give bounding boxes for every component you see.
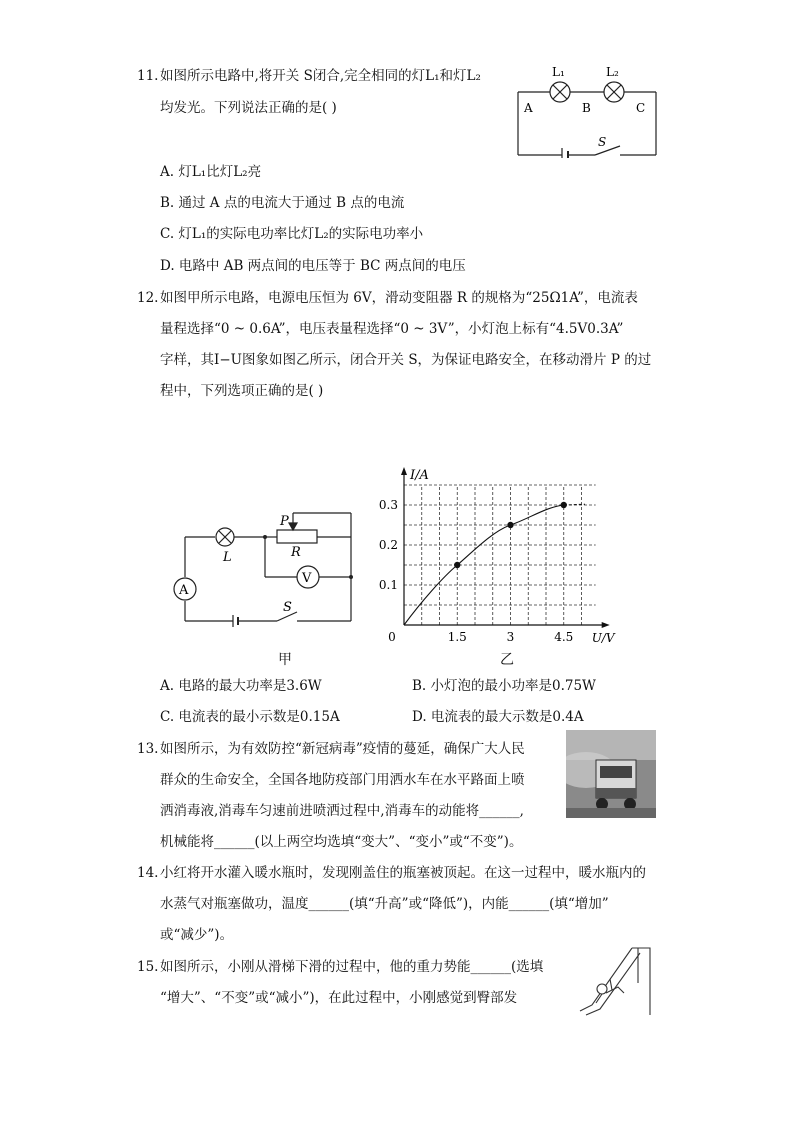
y-tick-label: 0.1 — [378, 578, 398, 592]
question-14-line-1: 小红将开水灌入暖水瓶时，发现刚盖住的瓶塞被顶起。在这一过程中，暖水瓶内的 — [160, 865, 646, 881]
question-13-line-3: 洒消毒液,消毒车匀速前进喷洒过程中,消毒车的动能将______, — [160, 803, 524, 819]
chart-curve — [404, 504, 585, 625]
figure-jia-caption: 甲 — [278, 652, 292, 668]
question-12-line-3: 字样，其I−U图象如图乙所示，闭合开关 S，为保证电路安全，在移动滑片 P 的过 — [160, 352, 652, 368]
q12-option-c: C. 电流表的最小示数是0.15A — [160, 709, 340, 725]
y-tick-label: 0.2 — [378, 538, 398, 552]
q12-lamp-l-label: L — [223, 550, 232, 565]
q12-voltmeter-label: V — [302, 571, 312, 586]
q12-switch-s-label: S — [283, 600, 292, 615]
q11-l2-label: L₂ — [606, 65, 619, 79]
q12-ammeter-label: A — [179, 583, 189, 598]
question-11-line-2: 均发光。下列说法正确的是( ) — [160, 100, 337, 116]
question-15-number: 15. — [137, 959, 159, 975]
x-tick-label: 3 — [506, 630, 515, 644]
question-13-line-2: 群众的生命安全，全国各地防疫部门用洒水车在水平路面上喷 — [160, 772, 525, 788]
question-14-line-2: 水蒸气对瓶塞做功，温度______(填“升高”或“降低”)，内能______(填“增加” — [160, 896, 609, 912]
chart-axes — [401, 467, 610, 628]
q12-option-d: D. 电流表的最大示数是0.4A — [412, 709, 584, 725]
x-tick-label: 1.5 — [447, 630, 467, 644]
q12-option-b: B. 小灯泡的最小功率是0.75W — [412, 678, 596, 694]
y-axis-arrow — [401, 467, 407, 475]
question-13-number: 13. — [137, 741, 159, 757]
question-14-number: 14. — [137, 865, 159, 881]
question-15-line-1: 如图所示，小刚从滑梯下滑的过程中，他的重力势能______(选填 — [160, 959, 544, 975]
q11-l1-label: L₁ — [552, 65, 565, 79]
x-tick-label: 4.5 — [554, 630, 574, 644]
q11-option-a: A. 灯L₁比灯L₂亮 — [160, 164, 262, 180]
q11-point-a-label: A — [524, 101, 533, 115]
question-11-number: 11. — [137, 68, 159, 84]
question-13-line-4: 机械能将______(以上两空均选填“变大”、“变小”或“不变”)。 — [160, 834, 523, 850]
q11-circuit-diagram — [510, 60, 662, 158]
data-point — [507, 522, 513, 528]
data-point — [561, 502, 567, 508]
q11-option-d: D. 电路中 AB 两点间的电压等于 BC 两点间的电压 — [160, 258, 466, 274]
question-13-line-1: 如图所示，为有效防控“新冠病毒”疫情的蔓延，确保广大人民 — [160, 741, 525, 757]
q12-rheostat-r-label: R — [291, 545, 301, 560]
question-12-line-1: 如图甲所示电路，电源电压恒为 6V，滑动变阻器 R 的规格为“25Ω1A”，电流表 — [160, 290, 638, 306]
q11-point-c-label: C — [636, 101, 646, 115]
chart-labels — [379, 468, 616, 645]
q11-option-b: B. 通过 A 点的电流大于通过 B 点的电流 — [160, 195, 405, 211]
question-12-line-4: 程中，下列选项正确的是( ) — [160, 383, 324, 399]
x-tick-label: 0 — [388, 630, 396, 644]
q12-circuit-diagram-jia — [165, 505, 365, 635]
question-15-line-2: “增大”、“不变”或“减小”)，在此过程中，小刚感觉到臀部发 — [160, 990, 518, 1006]
slide-boy-illustration — [572, 943, 657, 1018]
x-axis-label: U/V — [591, 631, 615, 645]
y-axis-label: I/A — [410, 468, 429, 483]
q11-option-c: C. 灯L₁的实际电功率比灯L₂的实际电功率小 — [160, 226, 424, 242]
q12-option-a: A. 电路的最大功率是3.6W — [160, 678, 322, 694]
question-11-line-1: 如图所示电路中,将开关 S闭合,完全相同的灯L₁和灯L₂ — [160, 68, 481, 84]
x-axis-arrow — [602, 622, 610, 628]
q12-iu-graph-yi — [368, 430, 628, 645]
chart-grid — [404, 485, 596, 625]
question-14-line-3: 或“减少”)。 — [160, 927, 234, 943]
y-tick-label: 0.3 — [378, 498, 398, 512]
q12-slider-p-label: P — [280, 514, 289, 529]
spray-truck-photo — [566, 730, 656, 818]
question-12-number: 12. — [137, 290, 159, 306]
q11-point-b-label: B — [582, 101, 591, 115]
data-point — [454, 562, 460, 568]
question-12-line-2: 量程选择“0 ~ 0.6A”，电压表量程选择“0 ~ 3V”，小灯泡上标有“4.5V0.3A” — [160, 321, 624, 337]
q11-switch-label: S — [598, 135, 607, 149]
figure-yi-caption: 乙 — [500, 652, 514, 668]
